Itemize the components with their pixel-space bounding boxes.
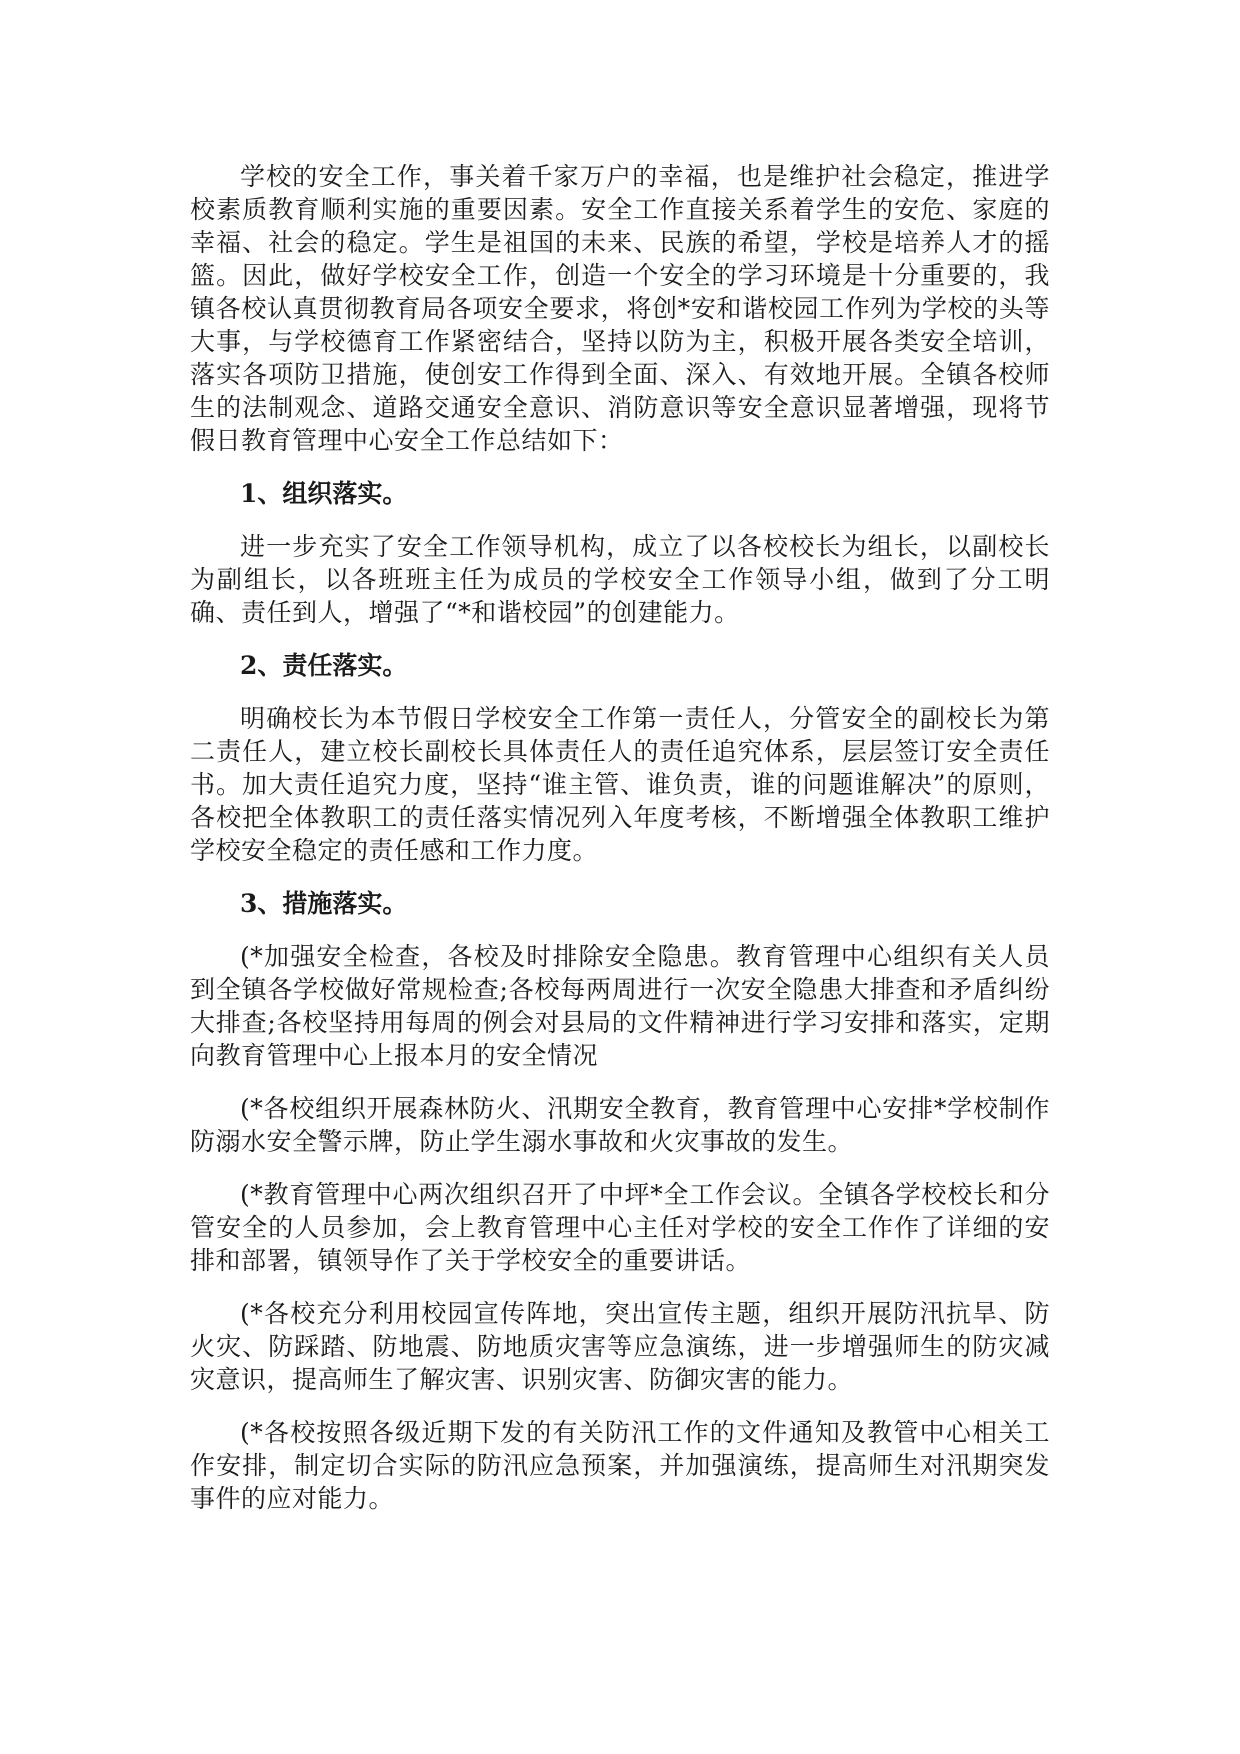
measure-item-3: (*教育管理中心两次组织召开了中坪*全工作会议。全镇各学校校长和分管安全的人员参加，会上教育管理中心主任对学校的安全工作作了详细的安排和部署，镇领导作了关于学校安全的重要讲话。: [190, 1180, 1050, 1275]
document-page: [190, 160, 1050, 1535]
intro-paragraph: 学校的安全工作，事关着千家万户的幸福，也是维护社会稳定，推进学校素质教育顺利实施的重要因素。安全工作直接关系着学生的安危、家庭的幸福、社会的稳定。学生是祖国的未来、民族的希望，学校是培养人才的摇篮。因此，做好学校安全工作，创造一个安全的学习环境是十分重要的，我镇各校认真贯彻教育局各项安全要求，将创*安和谐校园工作列为学校的头等大事，与学校德育工作紧密结合，坚持以防为主，积极开展各类安全培训，落实各项防卫措施，使创安工作得到全面、深入、有效地开展。全镇各校师生的法制观念、道路交通安全意识、消防意识等安全意识显著增强，现将节假日教育管理中心安全工作总结如下：: [190, 162, 1050, 455]
measure-item-5: (*各校按照各级近期下发的有关防汛工作的文件通知及教管中心相关工作安排，制定切合实际的防汛应急预案，并加强演练，提高师生对汛期突发事件的应对能力。: [190, 1418, 1050, 1513]
measure-item-1: (*加强安全检查，各校及时排除安全隐患。教育管理中心组织有关人员到全镇各学校做好常规检查;各校每两周进行一次安全隐患大排查和矛盾纠纷大排查;各校坚持用每周的例会对县局的文件精神进行学习安排和落实，定期向教育管理中心上报本月的安全情况: [190, 942, 1050, 1070]
section-heading-measures: 3、措施落实。: [240, 889, 408, 918]
measure-item-4: (*各校充分利用校园宣传阵地，突出宣传主题，组织开展防汛抗旱、防火灾、防踩踏、防地震、防地质灾害等应急演练，进一步增强师生的防灾减灾意识，提高师生了解灾害、识别灾害、防御灾害的能力。: [190, 1299, 1050, 1394]
section-heading-organization: 1、组织落实。: [240, 479, 408, 508]
section-2-paragraph: 明确校长为本节假日学校安全工作第一责任人，分管安全的副校长为第二责任人，建立校长副校长具体责任人的责任追究体系，层层签订安全责任书。加大责任追究力度，坚持“谁主管、谁负责，谁的问题谁解决”的原则，各校把全体教职工的责任落实情况列入年度考核，不断增强全体教职工维护学校安全稳定的责任感和工作力度。: [190, 704, 1050, 865]
section-heading-responsibility: 2、责任落实。: [240, 651, 408, 680]
section-1-paragraph: 进一步充实了安全工作领导机构，成立了以各校校长为组长，以副校长为副组长，以各班班主任为成员的学校安全工作领导小组，做到了分工明确、责任到人，增强了“*和谐校园”的创建能力。: [190, 532, 1050, 627]
measure-item-2: (*各校组织开展森林防火、汛期安全教育，教育管理中心安排*学校制作防溺水安全警示牌，防止学生溺水事故和火灾事故的发生。: [190, 1094, 1050, 1156]
